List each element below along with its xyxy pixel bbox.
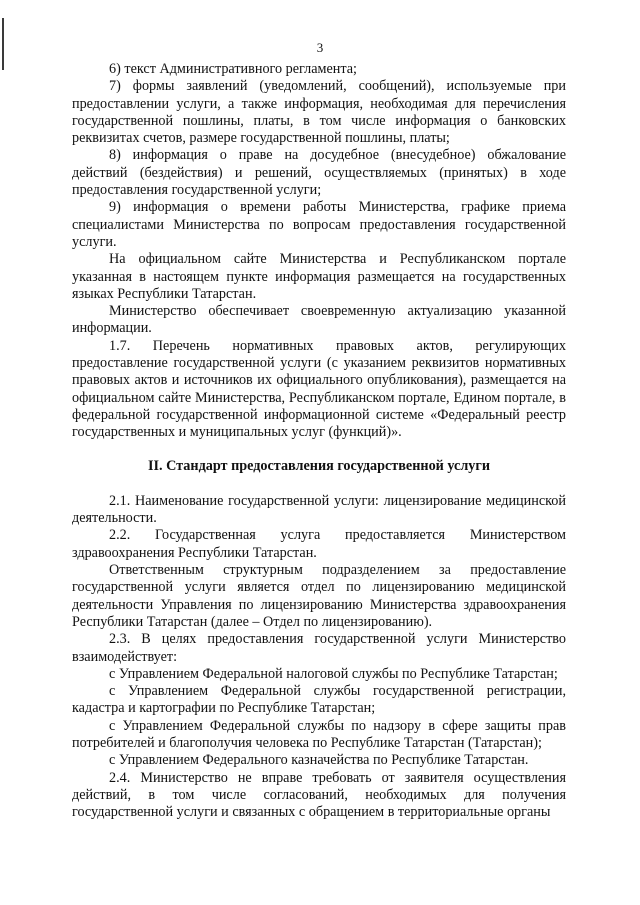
paragraph: 2.1. Наименование государственной услуги: лицензирование медицинской деятельности. [72,492,566,527]
paragraph: с Управлением Федеральной налоговой службы по Республике Татарстан; [109,665,558,682]
paragraph: 7) формы заявлений (уведомлений, сообщений), используемые при предоставлении услуги, а также информация, необходимая для перечисления государственной пошлины, платы, в том числе информация о банковских реквизитах счетов, размере государственной пошлины, платы; [72,78,566,147]
paragraph: с Управлением Федерального казначейства по Республике Татарстан. [109,752,529,769]
paragraph: 6) текст Административного регламента; [109,61,357,77]
paragraph: 1.7. Перечень нормативных правовых актов, регулирующих предоставление государственной услуги (с указанием реквизитов нормативных правовых актов и источников их официального опубликования), размещается на официальном сайте Министерства, Республиканском портале, Едином портале, в федеральной государственной информационной системе «Федеральный реестр государственных и муниципальных услуг (функций)». [72,337,566,441]
paragraph: с Управлением Федеральной службы по надзору в сфере защиты прав потребителей и благополучия человека по Республике Татарстан (Татарстан); [72,717,566,751]
paragraph: 9) информация о времени работы Министерства, графике приема специалистами Министерства по вопросам предоставления государственной услуги. [72,199,566,250]
paragraph: 2.3. В целях предоставления государственной услуги Министерство взаимодействует: [72,631,566,665]
paragraph: 2.4. Министерство не вправе требовать от заявителя осуществления действий, в том числе согласований, необходимых для получения государственной услуги и связанных с обращением в территориальные органы [72,769,566,821]
paragraph: На официальном сайте Министерства и Республиканском портале указанная в настоящем пункте информация размещается на государственных языках Республики Татарстан. [72,251,566,302]
paragraph: Ответственным структурным подразделением за предоставление государственной услуги является отдел по лицензированию медицинской деятельности Управления по лицензированию Министерства здравоохранения Республики Татарстан (далее – Отдел по лицензированию). [72,562,566,630]
paragraph: Министерство обеспечивает своевременную актуализацию указанной информации. [72,303,566,337]
paragraph: 8) информация о праве на досудебное (внесудебное) обжалование действий (бездействия) и решений, осуществляемых (принятых) в ходе предоставления государственной услуги; [72,147,566,199]
paragraph: с Управлением Федеральной службы государственной регистрации, кадастра и картографии по Республике Татарстан; [72,683,566,717]
paragraph: 2.2. Государственная услуга предоставляется Министерством здравоохранения Республики Татарстан. [72,527,566,561]
page-number: 3 [316,40,324,55]
document-body [72,61,566,821]
section-heading: II. Стандарт предоставления государственной услуги [147,457,491,474]
